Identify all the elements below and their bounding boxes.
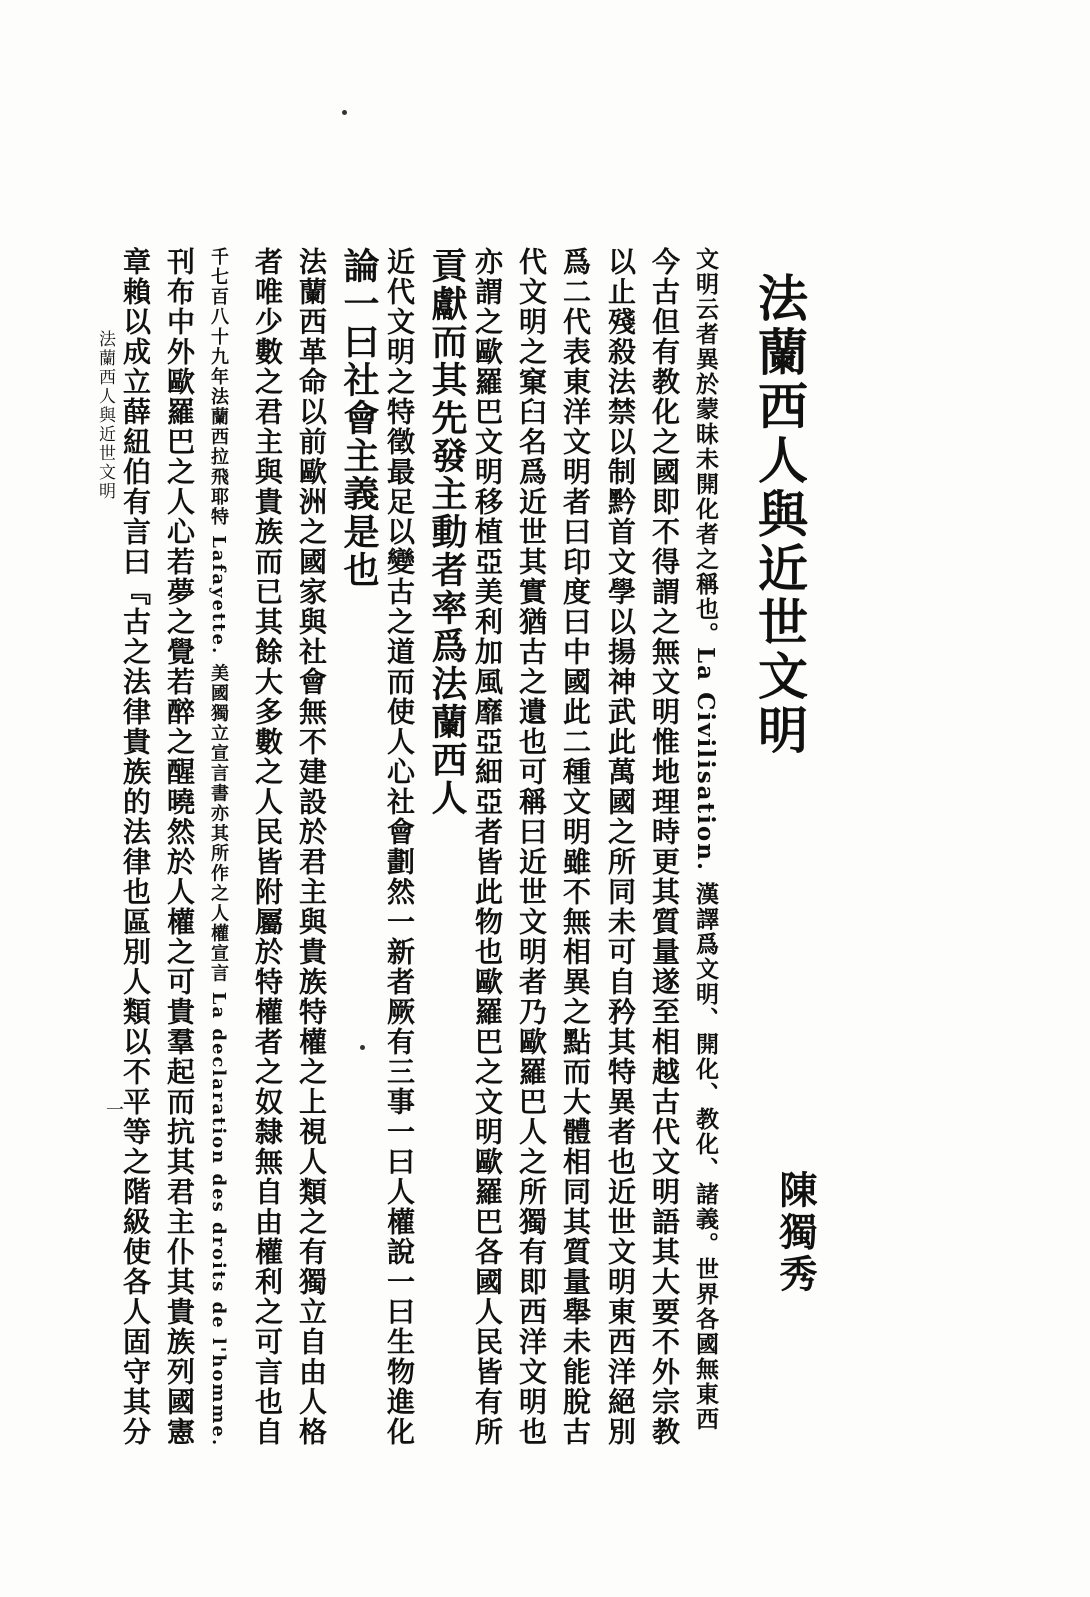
- body-line: 千七百八十九年法蘭西拉飛耶特 Lafayette. 美國獨立宣言書亦其所作之人權宣言 La declaration des droits de l'homme.: [208, 247, 229, 1448]
- article-title: 法蘭西人與近世文明: [750, 272, 809, 758]
- folio-mark: 一: [103, 1100, 124, 1120]
- body-line: 論一曰社會主義是也: [338, 247, 380, 589]
- running-header: 法蘭西人與近世文明: [95, 330, 115, 501]
- body-line: 近代文明之特徵最足以變古之道而使人心社會劃然一新者厥有三事一曰人權說一曰生物進化: [383, 247, 416, 1447]
- body-line: 法蘭西革命以前歐洲之國家與社會無不建設於君主與貴族特權之上視人類之有獨立自由人格: [295, 247, 328, 1447]
- body-line: 貢獻而其先發主動者率爲法蘭西人: [426, 247, 468, 817]
- print-speck: [360, 1045, 365, 1050]
- body-line: 刊布中外歐羅巴之人心若夢之覺若醉之醒曉然於人權之可貴羣起而抗其君主仆其貴族列國憲: [163, 247, 196, 1447]
- author-name: 陳獨秀: [773, 1170, 818, 1296]
- body-line: 文明云者異於蒙昧未開化者之稱也。La Civilisation. 漢譯爲文明、開化、教化、諸義。世界各國無東西: [692, 247, 719, 1432]
- body-line: 代文明之窠臼名爲近世其實猶古之遺也可稱曰近世文明者乃歐羅巴人之所獨有即西洋文明也: [515, 247, 548, 1447]
- body-line: 章賴以成立薛紐伯有言曰『古之法律貴族的法律也區別人類以不平等之階級使各人固守其分: [119, 247, 152, 1447]
- body-line: 者唯少數之君主與貴族而已其餘大多數之人民皆附屬於特權者之奴隸無自由權利之可言也自: [251, 247, 284, 1447]
- body-line: 今古但有教化之國即不得謂之無文明惟地理時更其質量遂至相越古代文明語其大要不外宗教: [648, 247, 681, 1447]
- body-line: 爲二代表東洋文明者曰印度曰中國此二種文明雖不無相異之點而大體相同其質量舉未能脫古: [559, 247, 592, 1447]
- body-line: 亦謂之歐羅巴文明移植亞美利加風靡亞細亞者皆此物也歐羅巴之文明歐羅巴各國人民皆有所: [471, 247, 504, 1447]
- body-line: 以止殘殺法禁以制黔首文學以揚神武此萬國之所同未可自矜其特異者也近世文明東西洋絕別: [604, 247, 637, 1447]
- print-speck: [342, 110, 347, 115]
